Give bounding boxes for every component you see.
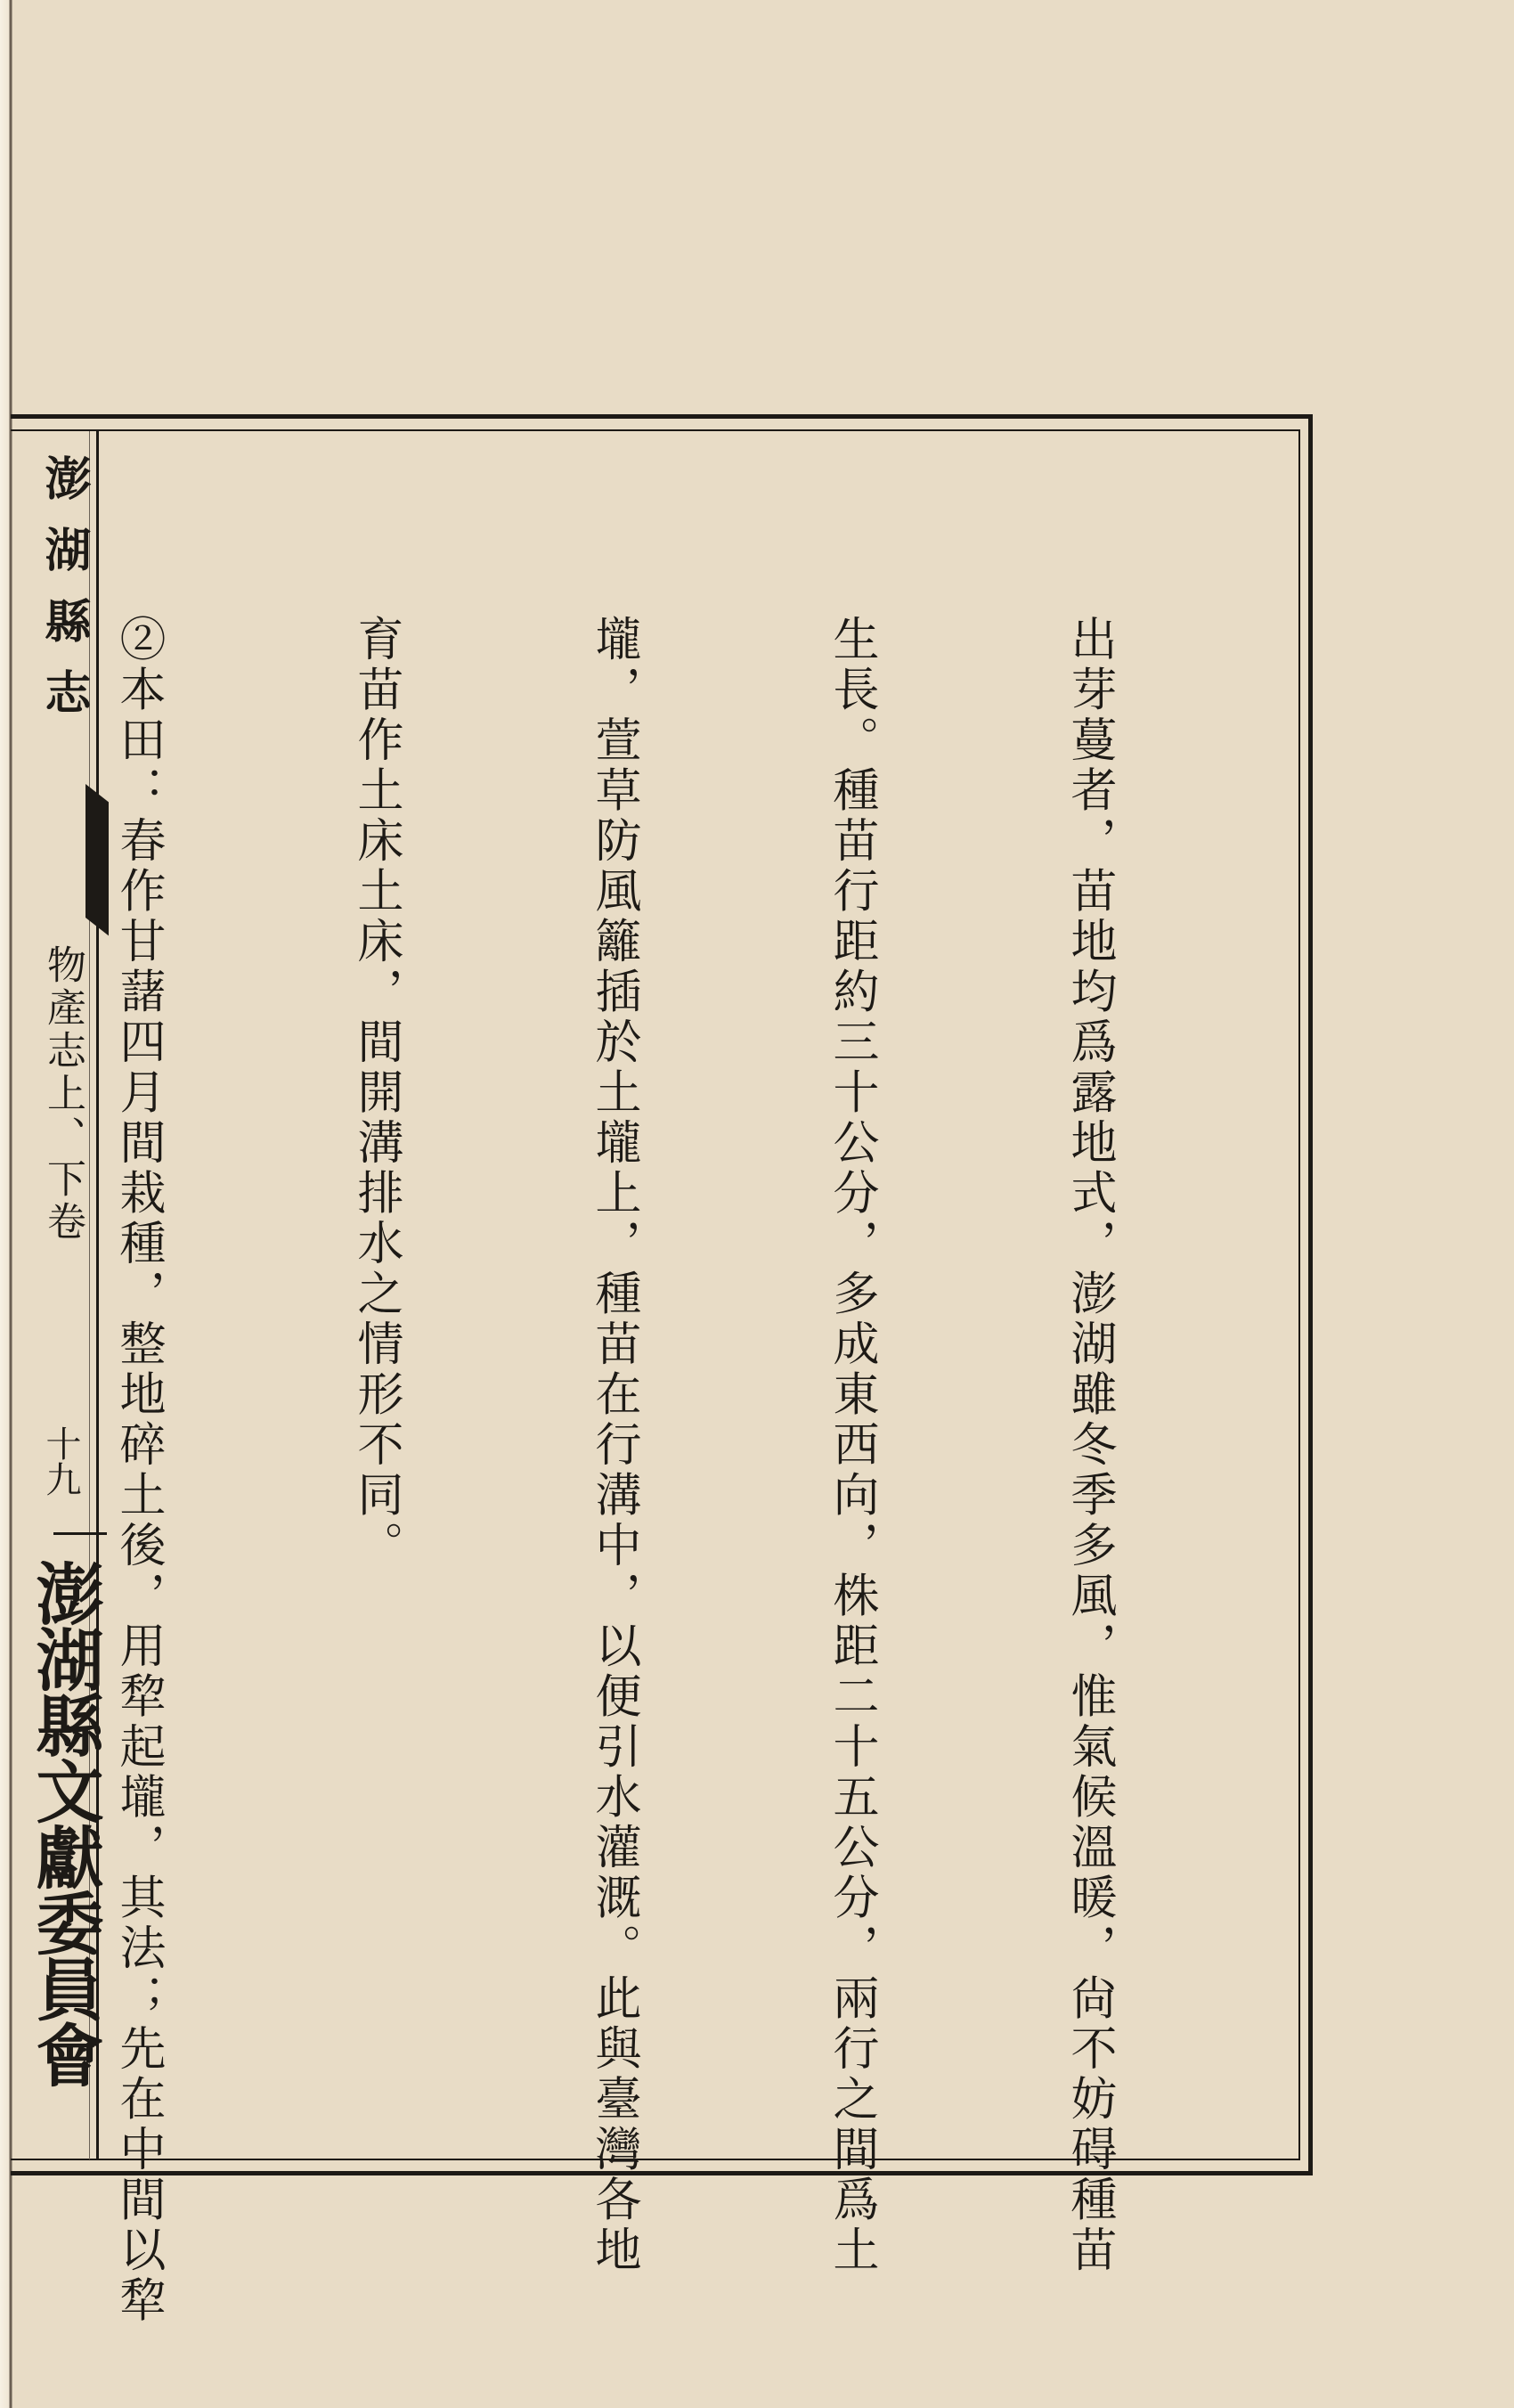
body-line: 生長。種苗行距約三十公分，多成東西向，株距二十五公分，兩行之間爲土 bbox=[825, 615, 878, 2276]
body-text bbox=[0, 615, 1287, 2326]
body-line: 育苗作土床土床，間開溝排水之情形不同。 bbox=[349, 615, 403, 1571]
body-line: 出芽蔓者，苗地均爲露地式，澎湖雖冬季多風，惟氣候溫暖，尙不妨碍種苗 bbox=[1062, 615, 1116, 2276]
section-title: 物產志上、下卷 bbox=[40, 944, 85, 1244]
book-title: 澎湖縣志 bbox=[37, 454, 91, 739]
publisher-name: 澎湖縣文獻委員會 bbox=[25, 1559, 104, 2086]
body-line: ②本田：春作甘藷四月間栽種，整地碎土後，用犂起壠，其法；先在中間以犂 bbox=[111, 615, 165, 2326]
page-number: 十九 bbox=[40, 1425, 81, 1497]
body-line: 壠，萱草防風籬插於土壠上，種苗在行溝中，以便引水灌溉。此與臺灣各地 bbox=[587, 615, 640, 2276]
